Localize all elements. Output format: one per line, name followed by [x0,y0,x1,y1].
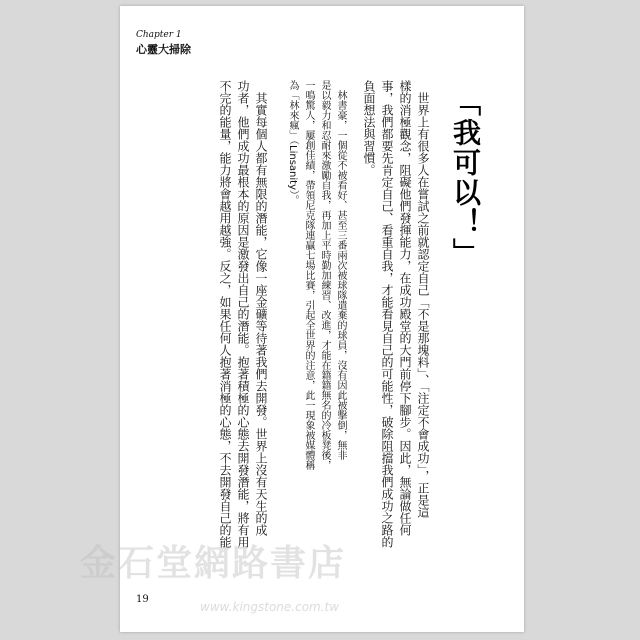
para2-line-1: 其實每個人都有無限的潛能，它像一座金礦等待著我們去開發。世界上沒有天生的成 [254,92,268,536]
watermark-url: www.kingstone.com.tw [200,600,340,614]
page-number: 19 [136,594,149,605]
quote-line-1: 林書豪，一個從不被看好、甚至三番兩次被球隊遣棄的球員，沒有因此被擊倒，無非 [335,90,346,460]
quote-line-2: 是以毅力和忍耐來激勵自我，再加上平時勤加練習、改進，才能在籍籍無名的冷板凳後， [319,80,330,470]
watermark-logo: 金石堂網路書店 [80,543,347,584]
para1-line-1: 世界上有很多人在嘗試之前就認定自己「不是那塊料」、「注定不會成功」，正是這 [416,92,430,518]
para2-line-3: 不完的能量，能力將會越用越強。反之，如果任何人抱著消極的心態，不去開發自己的能 [218,80,232,548]
chapter-header [136,30,191,57]
section-heading: 「我可以！」 [449,88,482,268]
para1-line-2: 樣的消極觀念，阻礙他們發揮能力，在成功殿堂的大門前停下腳步。因此，無論做任何 [398,80,412,536]
quote-line-4: 為「林來瘋」（Linsanity）。 [287,80,298,205]
para2-line-2: 功者，他們成功最根本的原因是激發出自己的潛能。抱著積極的心態去開發潛能，將有用 [236,80,250,548]
para1-line-4: 負面想法與習慣。 [362,80,376,176]
para1-line-3: 事，我們都要先肯定自己、看重自我，才能看見自己的可能性，破除阻擋我們成功之路的 [380,80,394,548]
chapter-title: 心靈大掃除 [136,43,191,56]
chapter-label: Chapter 1 [136,30,182,40]
quote-line-3: 一鳴驚人，屢創佳績，帶領尼克隊連贏七場比賽，引起全世界的注意，此一現象被媒體稱 [303,80,314,470]
